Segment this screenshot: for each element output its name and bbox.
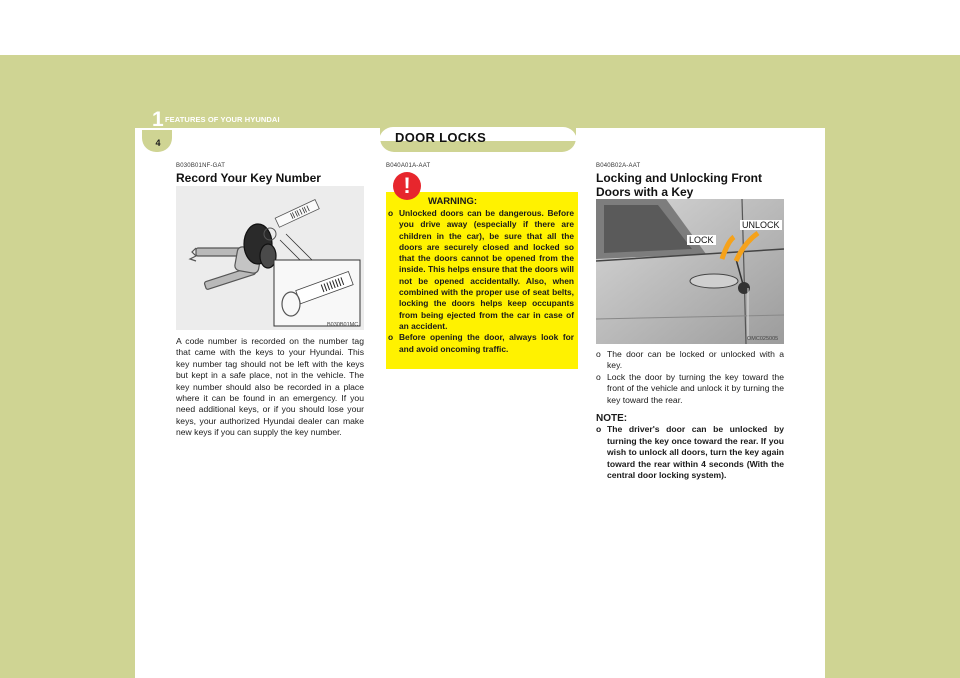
key-illustration <box>176 186 364 330</box>
key-figure <box>176 186 364 330</box>
left-body: A code number is recorded on the number tag that came with the keys to your Hyundai. This key number tag should not be left with the keys but kept in a safe place, not in the vehicle. The key number should also be recorded in a place where it can be found in an emergency. If you need additional keys, or if you should lose your keys, your authorized Hyundai dealer can make new keys if you can supply the key number. <box>176 336 364 438</box>
note-list <box>596 424 784 481</box>
warning-icon: ! <box>393 172 421 200</box>
right-code: B040B02A-AAT <box>596 163 641 169</box>
middle-code: B040A01A-AAT <box>386 163 431 169</box>
note-item: o The driver's door can be unlocked by turning the key once toward the rear. If you wish to unlock all doors, turn the key again toward the rear within 4 seconds (With the central door locking system). <box>596 424 784 481</box>
section-title: DOOR LOCKS <box>395 130 487 145</box>
footer-watermark[interactable]: carmanualsonline.info <box>625 647 815 668</box>
note-title: NOTE: <box>596 413 628 425</box>
right-list <box>596 349 784 406</box>
door-figure-caption: OMC025005 <box>747 336 779 342</box>
left-code: B030B01NF-GAT <box>176 163 226 169</box>
unlock-label: UNLOCK <box>742 220 780 230</box>
lock-label: LOCK <box>689 235 714 245</box>
right-list-item: o The door can be locked or unlocked with a key. <box>596 349 784 371</box>
right-list-item: o Lock the door by turning the key toward the front of the vehicle and unlock it by turning the key toward the rear. <box>596 371 784 405</box>
warning-item: o Unlocked doors can be dangerous. Before you drive away (especially if there are children in the car), be sure that all the doors are securely closed and locked so that the doors cannot be opened from the inside. This helps ensure that the doors will not be opened accidentally. Also, when combined with the proper use of seat belts, locking the doors helps keep occupants from being ejected from the car in case of an accident. <box>388 208 574 331</box>
warning-list <box>388 208 574 355</box>
warning-title: WARNING: <box>428 196 478 207</box>
page-number: 4 <box>155 138 161 148</box>
chapter-number: 1 <box>152 108 164 131</box>
right-heading: Locking and Unlocking Front Doors with a Key <box>596 171 762 199</box>
left-column <box>176 163 364 185</box>
right-body <box>596 349 784 481</box>
left-heading: Record Your Key Number <box>176 171 321 185</box>
warning-item: o Before opening the door, always look for and avoid oncoming traffic. <box>388 332 574 354</box>
key-figure-caption: B030B01MC <box>327 322 359 328</box>
right-header <box>596 163 786 199</box>
chapter-title: FEATURES OF YOUR HYUNDAI <box>165 115 280 124</box>
